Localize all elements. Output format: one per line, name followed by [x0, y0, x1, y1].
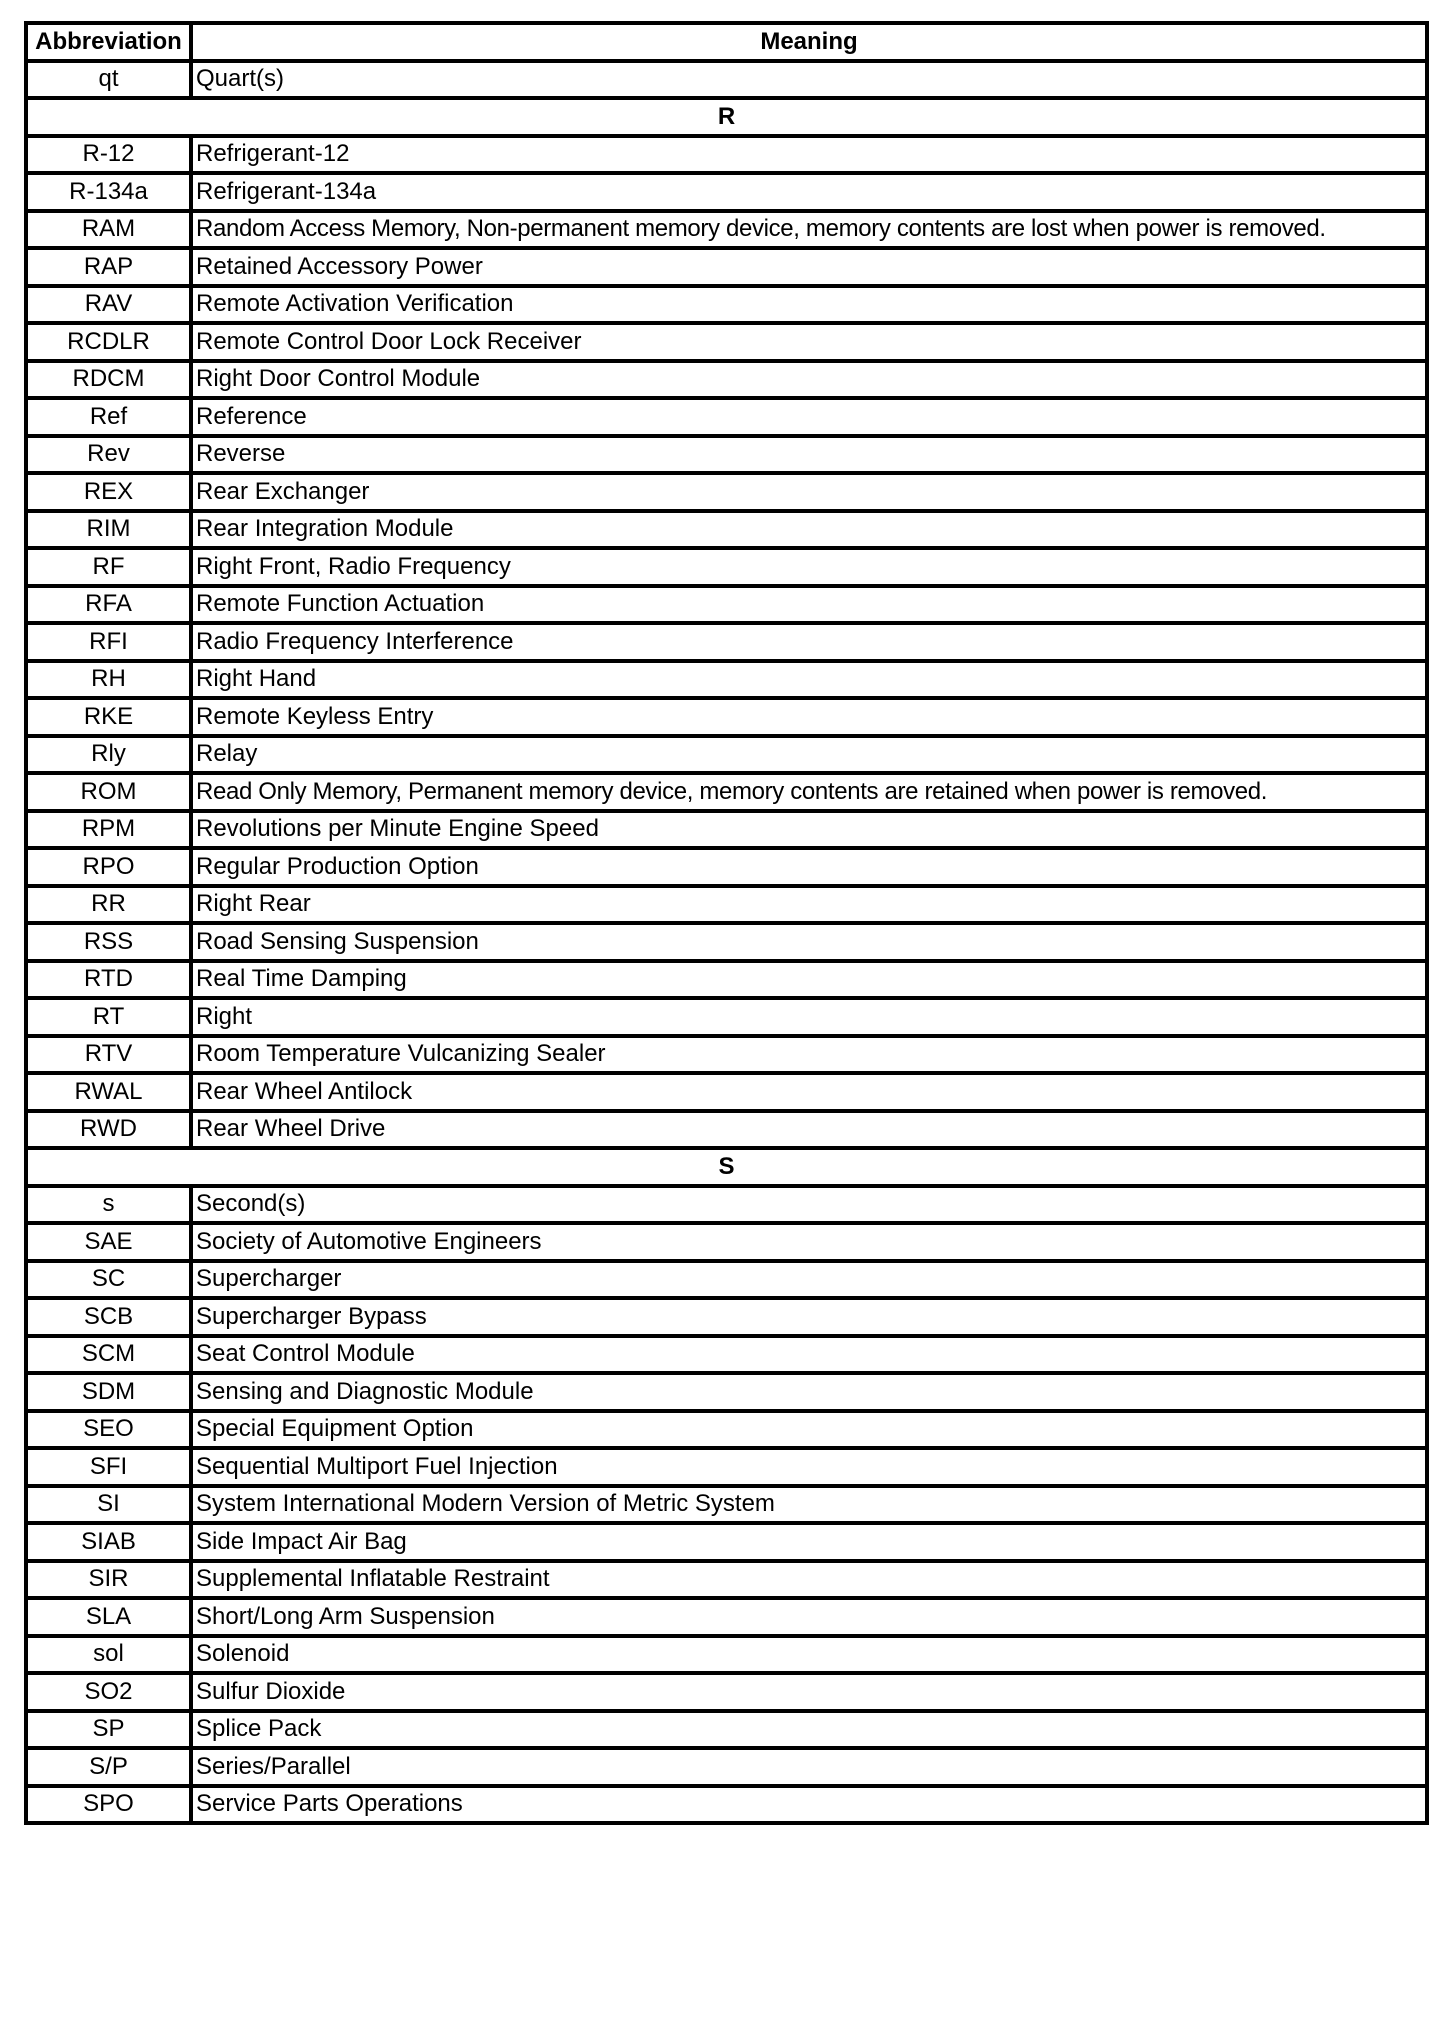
- section-letter: R: [26, 98, 1427, 136]
- meaning-cell: Retained Accessory Power: [191, 248, 1427, 286]
- abbreviation-cell: Rly: [26, 736, 191, 774]
- abbreviation-cell: R-134a: [26, 173, 191, 211]
- meaning-cell: Right Rear: [191, 886, 1427, 924]
- meaning-cell: Supplemental Inflatable Restraint: [191, 1561, 1427, 1599]
- abbreviation-cell: ROM: [26, 773, 191, 811]
- abbreviation-cell: RTV: [26, 1036, 191, 1074]
- abbreviation-cell: RTD: [26, 961, 191, 999]
- meaning-cell: Remote Control Door Lock Receiver: [191, 323, 1427, 361]
- abbreviation-cell: sol: [26, 1636, 191, 1674]
- table-row: [26, 361, 1427, 399]
- meaning-column-header: Meaning: [191, 23, 1427, 61]
- table-row: [26, 886, 1427, 924]
- meaning-cell: Side Impact Air Bag: [191, 1523, 1427, 1561]
- abbreviation-cell: RIM: [26, 511, 191, 549]
- table-row: [26, 436, 1427, 474]
- meaning-cell: Regular Production Option: [191, 848, 1427, 886]
- abbreviation-cell: RSS: [26, 923, 191, 961]
- abbreviation-cell: SEO: [26, 1411, 191, 1449]
- meaning-cell: Sensing and Diagnostic Module: [191, 1373, 1427, 1411]
- meaning-cell: Remote Keyless Entry: [191, 698, 1427, 736]
- abbreviation-cell: RFA: [26, 586, 191, 624]
- table-row: [26, 136, 1427, 174]
- meaning-cell: Supercharger Bypass: [191, 1298, 1427, 1336]
- meaning-cell: Short/Long Arm Suspension: [191, 1598, 1427, 1636]
- meaning-cell: Supercharger: [191, 1261, 1427, 1299]
- meaning-cell: Society of Automotive Engineers: [191, 1223, 1427, 1261]
- meaning-cell: Relay: [191, 736, 1427, 774]
- table-row: [26, 1036, 1427, 1074]
- table-row: [26, 586, 1427, 624]
- table-row: [26, 1336, 1427, 1374]
- meaning-cell: Service Parts Operations: [191, 1786, 1427, 1824]
- table-row: [26, 398, 1427, 436]
- meaning-cell: Random Access Memory, Non-permanent memory device, memory contents are lost when power is removed.: [191, 211, 1427, 249]
- meaning-cell: Radio Frequency Interference: [191, 623, 1427, 661]
- abbreviation-cell: RFI: [26, 623, 191, 661]
- meaning-cell: Revolutions per Minute Engine Speed: [191, 811, 1427, 849]
- section-header-row: [26, 1148, 1427, 1186]
- abbreviation-cell: S/P: [26, 1748, 191, 1786]
- table-row: [26, 811, 1427, 849]
- table-row: [26, 248, 1427, 286]
- abbreviation-cell: SIAB: [26, 1523, 191, 1561]
- table-row: [26, 1598, 1427, 1636]
- table-row: [26, 698, 1427, 736]
- meaning-cell: Rear Integration Module: [191, 511, 1427, 549]
- section-header-row: [26, 98, 1427, 136]
- table-row: [26, 773, 1427, 811]
- table-row: [26, 1523, 1427, 1561]
- meaning-cell: Rear Wheel Antilock: [191, 1073, 1427, 1111]
- meaning-cell: Quart(s): [191, 61, 1427, 99]
- meaning-cell: Seat Control Module: [191, 1336, 1427, 1374]
- meaning-cell: Rear Wheel Drive: [191, 1111, 1427, 1149]
- abbreviation-cell: SO2: [26, 1673, 191, 1711]
- abbreviation-cell: RPM: [26, 811, 191, 849]
- meaning-cell: System International Modern Version of Metric System: [191, 1486, 1427, 1524]
- table-row: [26, 1673, 1427, 1711]
- meaning-cell: Right Hand: [191, 661, 1427, 699]
- meaning-cell: Sequential Multiport Fuel Injection: [191, 1448, 1427, 1486]
- abbreviation-cell: RPO: [26, 848, 191, 886]
- table-row: [26, 1448, 1427, 1486]
- meaning-cell: Road Sensing Suspension: [191, 923, 1427, 961]
- meaning-cell: Right: [191, 998, 1427, 1036]
- abbreviation-cell: RH: [26, 661, 191, 699]
- table-row: [26, 1223, 1427, 1261]
- meaning-cell: Remote Activation Verification: [191, 286, 1427, 324]
- table-row: [26, 961, 1427, 999]
- abbreviation-cell: SCM: [26, 1336, 191, 1374]
- table-row: [26, 286, 1427, 324]
- abbreviation-column-header: Abbreviation: [26, 23, 191, 61]
- meaning-cell: Sulfur Dioxide: [191, 1673, 1427, 1711]
- table-row: [26, 1373, 1427, 1411]
- table-header-row: [26, 23, 1427, 61]
- table-row: [26, 173, 1427, 211]
- abbreviation-cell: s: [26, 1186, 191, 1224]
- abbreviation-cell: Ref: [26, 398, 191, 436]
- meaning-cell: Special Equipment Option: [191, 1411, 1427, 1449]
- table-row: [26, 1186, 1427, 1224]
- meaning-cell: Read Only Memory, Permanent memory device, memory contents are retained when power is removed.: [191, 773, 1427, 811]
- meaning-cell: Right Door Control Module: [191, 361, 1427, 399]
- meaning-cell: Solenoid: [191, 1636, 1427, 1674]
- abbreviation-cell: REX: [26, 473, 191, 511]
- abbreviation-cell: qt: [26, 61, 191, 99]
- table-row: [26, 1261, 1427, 1299]
- table-row: [26, 1786, 1427, 1824]
- abbreviation-cell: RR: [26, 886, 191, 924]
- meaning-cell: Room Temperature Vulcanizing Sealer: [191, 1036, 1427, 1074]
- meaning-cell: Rear Exchanger: [191, 473, 1427, 511]
- abbreviation-cell: RWD: [26, 1111, 191, 1149]
- table-row: [26, 1411, 1427, 1449]
- table-row: [26, 1298, 1427, 1336]
- abbreviation-cell: SFI: [26, 1448, 191, 1486]
- abbreviation-cell: SLA: [26, 1598, 191, 1636]
- meaning-cell: Reverse: [191, 436, 1427, 474]
- table-row: [26, 1636, 1427, 1674]
- meaning-cell: Second(s): [191, 1186, 1427, 1224]
- table-row: [26, 211, 1427, 249]
- table-row: [26, 1711, 1427, 1749]
- abbreviation-cell: RF: [26, 548, 191, 586]
- abbreviation-cell: RAV: [26, 286, 191, 324]
- section-letter: S: [26, 1148, 1427, 1186]
- table-row: [26, 623, 1427, 661]
- abbreviation-cell: RDCM: [26, 361, 191, 399]
- abbreviation-cell: Rev: [26, 436, 191, 474]
- table-row: [26, 323, 1427, 361]
- abbreviation-table-container: [24, 21, 1425, 1825]
- table-row: [26, 511, 1427, 549]
- abbreviation-cell: SCB: [26, 1298, 191, 1336]
- meaning-cell: Refrigerant-12: [191, 136, 1427, 174]
- abbreviation-cell: RAM: [26, 211, 191, 249]
- abbreviation-cell: RWAL: [26, 1073, 191, 1111]
- abbreviation-cell: SI: [26, 1486, 191, 1524]
- abbreviation-cell: SPO: [26, 1786, 191, 1824]
- table-row: [26, 923, 1427, 961]
- abbreviation-cell: RKE: [26, 698, 191, 736]
- abbreviation-cell: SC: [26, 1261, 191, 1299]
- meaning-cell: Splice Pack: [191, 1711, 1427, 1749]
- table-row: [26, 1073, 1427, 1111]
- abbreviation-cell: SIR: [26, 1561, 191, 1599]
- abbreviation-cell: RT: [26, 998, 191, 1036]
- table-row: [26, 998, 1427, 1036]
- table-row: [26, 661, 1427, 699]
- meaning-cell: Right Front, Radio Frequency: [191, 548, 1427, 586]
- table-row: [26, 1561, 1427, 1599]
- table-row: [26, 1486, 1427, 1524]
- abbreviation-cell: SP: [26, 1711, 191, 1749]
- table-row: [26, 473, 1427, 511]
- abbreviation-cell: SAE: [26, 1223, 191, 1261]
- abbreviation-table: [24, 21, 1429, 1825]
- table-body: [26, 61, 1427, 1824]
- table-row: [26, 736, 1427, 774]
- table-row: [26, 61, 1427, 99]
- table-row: [26, 548, 1427, 586]
- abbreviation-cell: R-12: [26, 136, 191, 174]
- table-row: [26, 1111, 1427, 1149]
- table-row: [26, 848, 1427, 886]
- abbreviation-cell: SDM: [26, 1373, 191, 1411]
- meaning-cell: Reference: [191, 398, 1427, 436]
- abbreviation-cell: RAP: [26, 248, 191, 286]
- meaning-cell: Real Time Damping: [191, 961, 1427, 999]
- meaning-cell: Remote Function Actuation: [191, 586, 1427, 624]
- meaning-cell: Refrigerant-134a: [191, 173, 1427, 211]
- meaning-cell: Series/Parallel: [191, 1748, 1427, 1786]
- abbreviation-cell: RCDLR: [26, 323, 191, 361]
- table-row: [26, 1748, 1427, 1786]
